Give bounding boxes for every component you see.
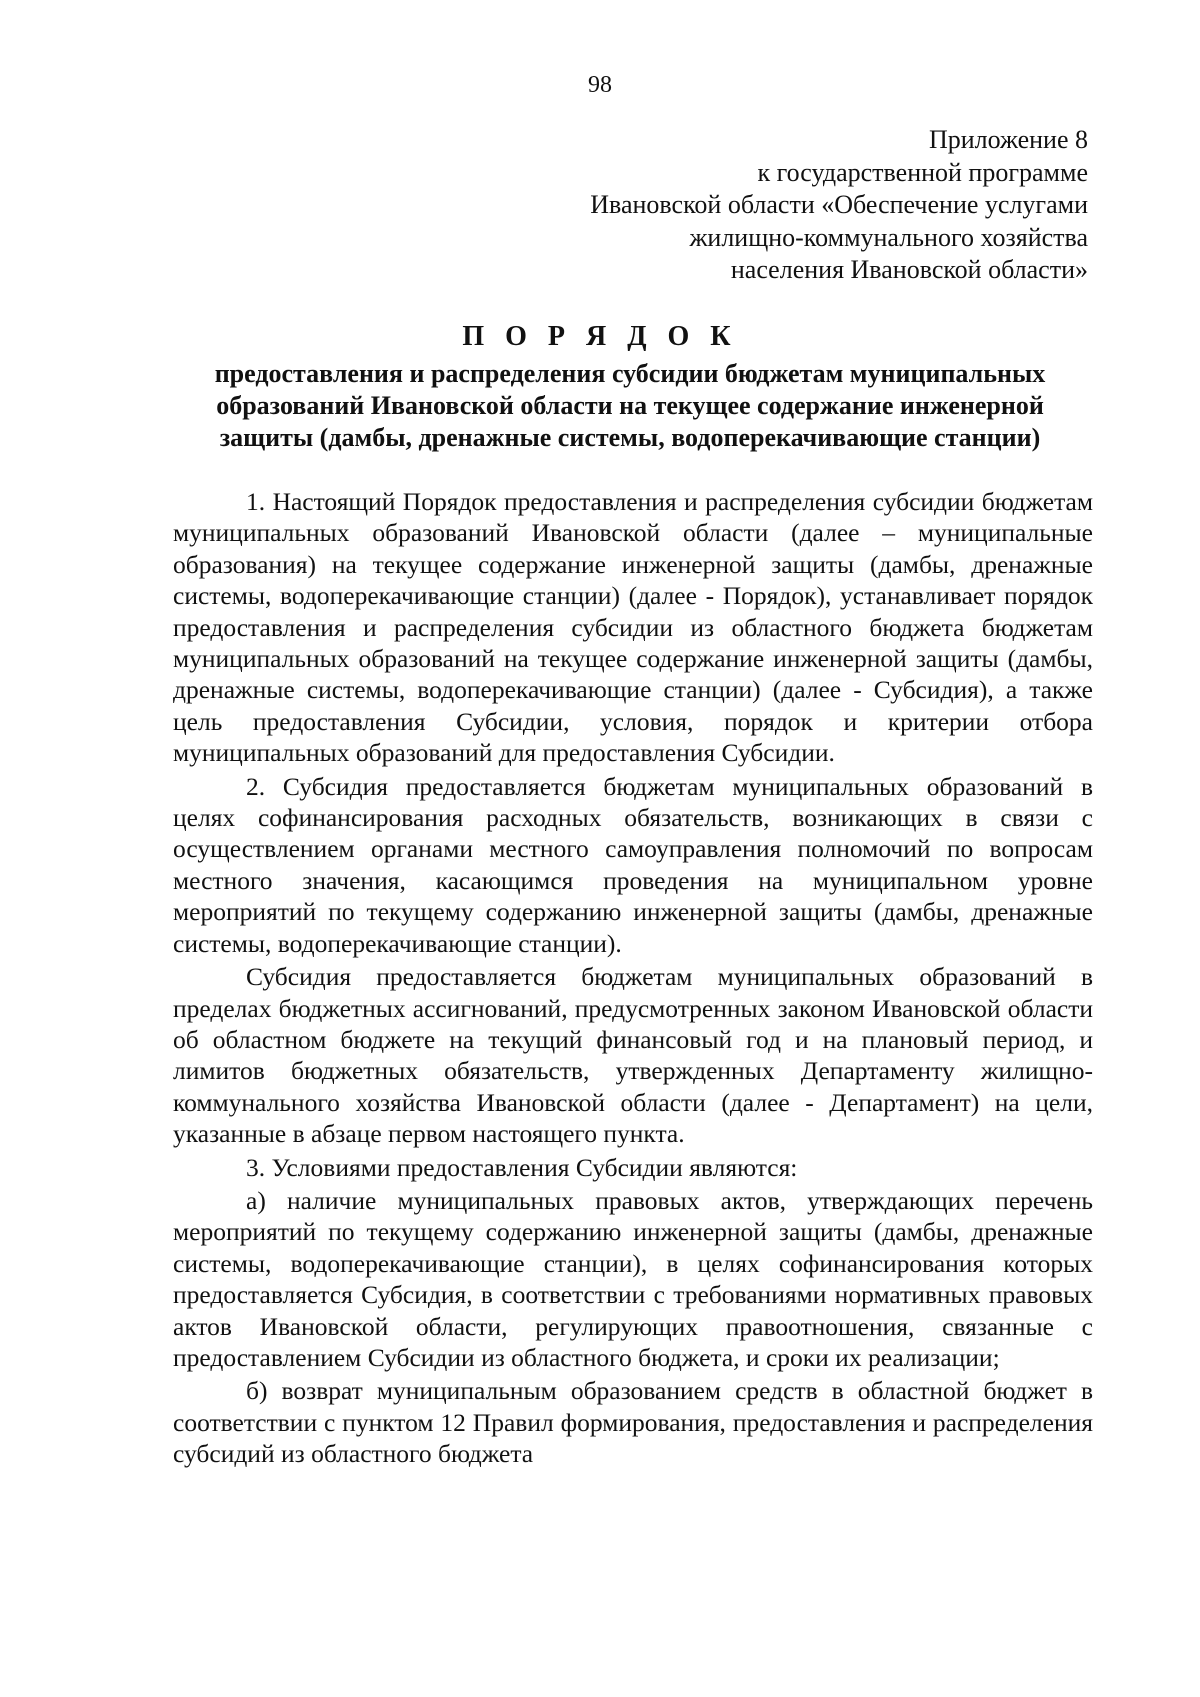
paragraph-3b: б) возврат муниципальным образованием средств в областной бюджет в соответствии с пунктом 12 Правил формирования, предоставления и распределения субсидий из областного бюджета bbox=[173, 1376, 1093, 1469]
paragraph-2: 2. Субсидия предоставляется бюджетам муниципальных образований в целях софинансирования расходных обязательств, возникающих в связи с осуществлением органами местного самоуправления полномочий по вопросам местного значения, касающимся проведения на муниципальном уровне мероприятий по текущему содержанию инженерной защиты (дамбы, дренажные системы, водоперекачивающие станции). bbox=[173, 771, 1093, 958]
document-body bbox=[173, 486, 1093, 1472]
page-number: 98 bbox=[588, 72, 612, 98]
document-title: П О Р Я Д О К bbox=[462, 321, 738, 352]
paragraph-3a: а) наличие муниципальных правовых актов, утверждающих перечень мероприятий по текущему содержанию инженерной защиты (дамбы, дренажные системы, водоперекачивающие станции), в целях софинансирования которых предоставляется Субсидия, в соответствии с требованиями нормативных правовых актов Ивановской области, регулирующих правоотношения, связанные с предоставлением Субсидии из областного бюджета, и сроки их реализации; bbox=[173, 1185, 1093, 1372]
subtitle-line: защиты (дамбы, дренажные системы, водоперекачивающие станции) bbox=[219, 423, 1041, 452]
appendix-line: к государственной программе bbox=[757, 157, 1088, 187]
appendix-line: жилищно-коммунального хозяйства bbox=[689, 222, 1088, 252]
appendix-line: Приложение 8 bbox=[928, 125, 1088, 154]
paragraph-1: 1. Настоящий Порядок предоставления и распределения субсидии бюджетам муниципальных образований Ивановской области (далее – муниципальные образования) на текущее содержание инженерной защиты (дамбы, дренажные системы, водоперекачивающие станции) (далее - Порядок), устанавливает порядок предоставления и распределения субсидии из областного бюджета бюджетам муниципальных образований на текущее содержание инженерной защиты (дамбы, дренажные системы, водоперекачивающие станции) (далее - Субсидия), а также цель предоставления Субсидии, условия, порядок и критерии отбора муниципальных образований для предоставления Субсидии. bbox=[173, 487, 1093, 768]
subtitle-line: образований Ивановской области на текущее содержание инженерной bbox=[216, 391, 1044, 420]
paragraph-3: 3. Условиями предоставления Субсидии являются: bbox=[246, 1152, 798, 1182]
paragraph-2-continued: Субсидия предоставляется бюджетам муниципальных образований в пределах бюджетных ассигнований, предусмотренных законом Ивановской области об областном бюджете на текущий финансовый год и на плановый период, и лимитов бюджетных обязательств, утвержденных Департаменту жилищно-коммунального хозяйства Ивановской области (далее - Департамент) на цели, указанные в абзаце первом настоящего пункта. bbox=[173, 962, 1093, 1149]
appendix-line: Ивановской области «Обеспечение услугами bbox=[590, 190, 1088, 219]
appendix-line: населения Ивановской области» bbox=[730, 255, 1088, 284]
appendix-header bbox=[388, 124, 1088, 287]
subtitle-line: предоставления и распределения субсидии бюджетам муниципальных bbox=[214, 359, 1046, 388]
document-subtitle bbox=[160, 358, 1100, 454]
